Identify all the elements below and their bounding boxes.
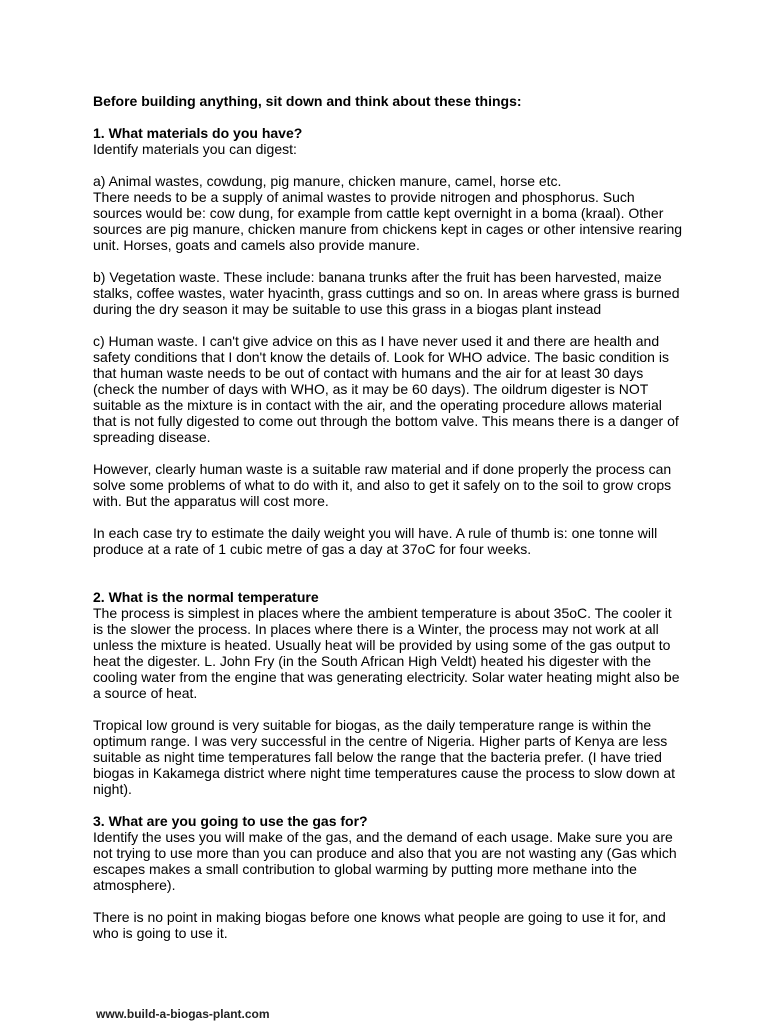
animal-wastes-body: There needs to be a supply of animal wastes to provide nitrogen and phosphorus. Such sources would be: cow dung, for example from cattle kept overnight in a boma (kraal). Other sources are pig manure, chicken manure from chickens kept in cages or other intensive rearing unit. Horses, goats and camels also provide manure.	[93, 189, 683, 253]
document-title: Before building anything, sit down and think about these things:	[93, 93, 522, 109]
section-3-heading: 3. What are you going to use the gas for?	[93, 813, 368, 829]
estimate-paragraph: In each case try to estimate the daily weight you will have. A rule of thumb is: one tonne will produce at a rate of 1 cubic metre of gas a day at 37oC for four weeks.	[93, 525, 658, 557]
human-waste-paragraph: c) Human waste. I can't give advice on this as I have never used it and there are health and safety conditions that I don't know the details of. Look for WHO advice. The basic condition is that human waste needs to be out of contact with humans and the air for at least 30 days (check the number of days with WHO, as it may be 60 days). The oildrum digester is NOT suitable as the mixture is in contact with the air, and the operating procedure allows material that is not fully digested to come out through the bottom valve. This means there is a danger of spreading disease.	[93, 333, 679, 445]
section-2-heading: 2. What is the normal temperature	[93, 589, 319, 605]
section-1-heading: 1. What materials do you have?	[93, 125, 303, 141]
tropical-paragraph: Tropical low ground is very suitable for biogas, as the daily temperature range is within the optimum range. I was very successful in the centre of Nigeria. Higher parts of Kenya are less suitable as night time temperatures fall below the range that the bacteria prefer. (I have tried biogas in Kakamega district where night time temperatures cause the process to slow down at night).	[93, 717, 676, 797]
however-paragraph: However, clearly human waste is a suitable raw material and if done properly the process can solve some problems of what to do with it, and also to get it safely on to the soil to grow crops with. But the apparatus will cost more.	[93, 461, 672, 509]
gas-usage-paragraph: Identify the uses you will make of the gas, and the demand of each usage. Make sure you are not trying to use more than you can produce and also that you are not wasting any (Gas which escapes makes a small contribution to global warming by putting more methane into the atmosphere).	[93, 829, 677, 893]
vegetation-waste-paragraph: b) Vegetation waste. These include: banana trunks after the fruit has been harvested, maize stalks, coffee wastes, water hyacinth, grass cuttings and so on. In areas where grass is burned during the dry season it may be suitable to use this grass in a biogas plant instead	[93, 269, 680, 317]
footer-url: www.build-a-biogas-plant.com	[96, 1007, 270, 1021]
no-point-paragraph: There is no point in making biogas before one knows what people are going to use it for, and who is going to use it.	[93, 909, 666, 941]
animal-wastes-heading: a) Animal wastes, cowdung, pig manure, chicken manure, camel, horse etc.	[93, 173, 562, 189]
section-1-intro: Identify materials you can digest:	[93, 141, 297, 157]
temperature-paragraph: The process is simplest in places where the ambient temperature is about 35oC. The cooler it is the slower the process. In places where there is a Winter, the process may not work at all unless the mixture is heated. Usually heat will be provided by using some of the gas output to heat the digester. L. John Fry (in the South African High Veldt) heated his digester with the cooling water from the engine that was generating electricity. Solar water heating might also be a source of heat.	[93, 605, 680, 701]
spacer	[93, 573, 683, 589]
document-content	[93, 93, 683, 957]
